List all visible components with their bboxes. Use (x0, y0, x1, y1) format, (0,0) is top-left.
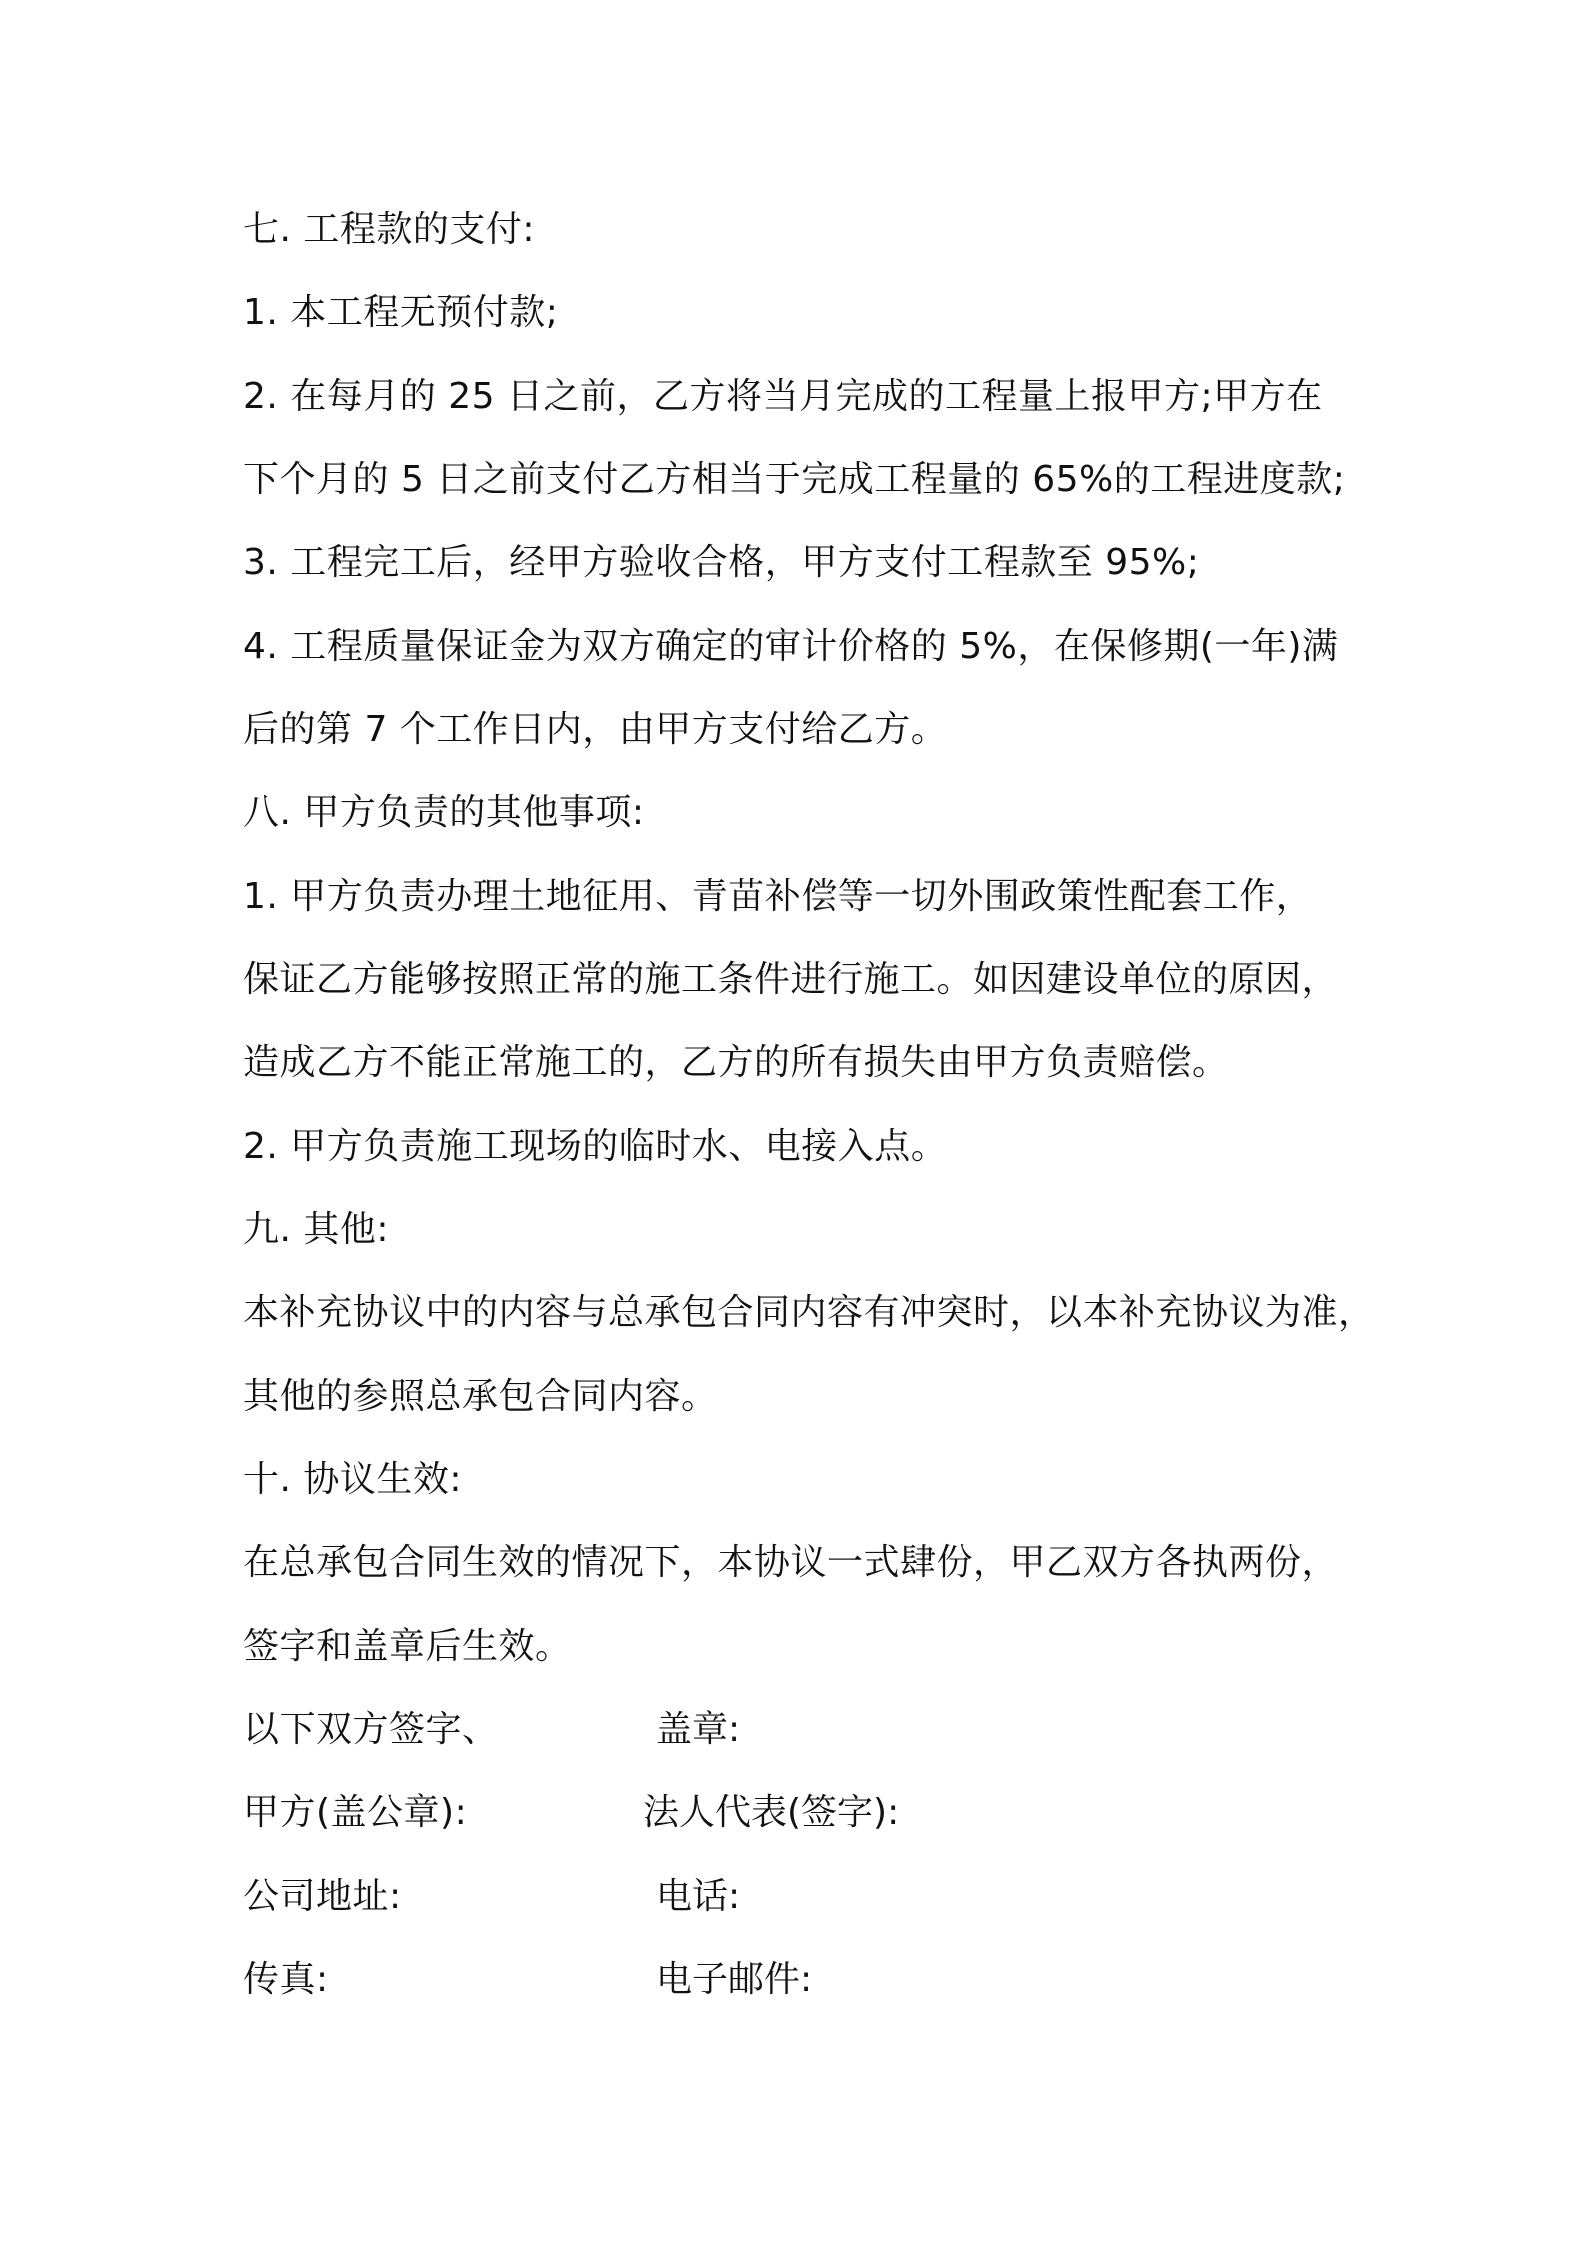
section-heading-10: 十. 协议生效: (243, 1459, 463, 1500)
paragraph-line: 下个月的 5 日之前支付乙方相当于完成工程量的 65%的工程进度款; (243, 459, 1346, 500)
company-address-label: 公司地址: (243, 1876, 402, 1917)
paragraph-line: 3. 工程完工后，经甲方验收合格，甲方支付工程款至 95%; (243, 542, 1200, 583)
paragraph-line: 在总承包合同生效的情况下，本协议一式肆份，甲乙双方各执两份， (243, 1542, 1339, 1583)
signature-right-label: 盖章: (656, 1709, 741, 1750)
email-label: 电子邮件: (656, 1959, 813, 2000)
section-heading-8: 八. 甲方负责的其他事项: (243, 792, 645, 833)
paragraph-line: 签字和盖章后生效。 (243, 1626, 572, 1667)
paragraph-line: 造成乙方不能正常施工的，乙方的所有损失由甲方负责赔偿。 (243, 1042, 1229, 1083)
paragraph-line: 后的第 7 个工作日内，由甲方支付给乙方。 (243, 709, 948, 750)
section-heading-7: 七. 工程款的支付: (243, 209, 536, 250)
paragraph-line: 2. 在每月的 25 日之前，乙方将当月完成的工程量上报甲方;甲方在 (243, 376, 1323, 417)
paragraph-line: 4. 工程质量保证金为双方确定的审计价格的 5%，在保修期(一年)满 (243, 626, 1339, 667)
section-heading-9: 九. 其他: (243, 1209, 390, 1250)
paragraph-line: 保证乙方能够按照正常的施工条件进行施工。如因建设单位的原因， (243, 959, 1339, 1000)
fax-label: 传真: (243, 1959, 329, 2000)
paragraph-line: 其他的参照总承包合同内容。 (243, 1376, 718, 1417)
paragraph-line: 1. 甲方负责办理土地征用、青苗补偿等一切外围政策性配套工作， (243, 876, 1313, 917)
paragraph-line: 1. 本工程无预付款; (243, 292, 559, 333)
paragraph-line: 2. 甲方负责施工现场的临时水、电接入点。 (243, 1126, 948, 1167)
party-a-seal-label: 甲方(盖公章): (243, 1792, 468, 1833)
phone-label: 电话: (656, 1876, 741, 1917)
signature-left-label: 以下双方签字、 (243, 1709, 499, 1750)
paragraph-line: 本补充协议中的内容与总承包合同内容有冲突时，以本补充协议为准， (243, 1292, 1375, 1333)
legal-representative-label: 法人代表(签字): (643, 1792, 900, 1833)
